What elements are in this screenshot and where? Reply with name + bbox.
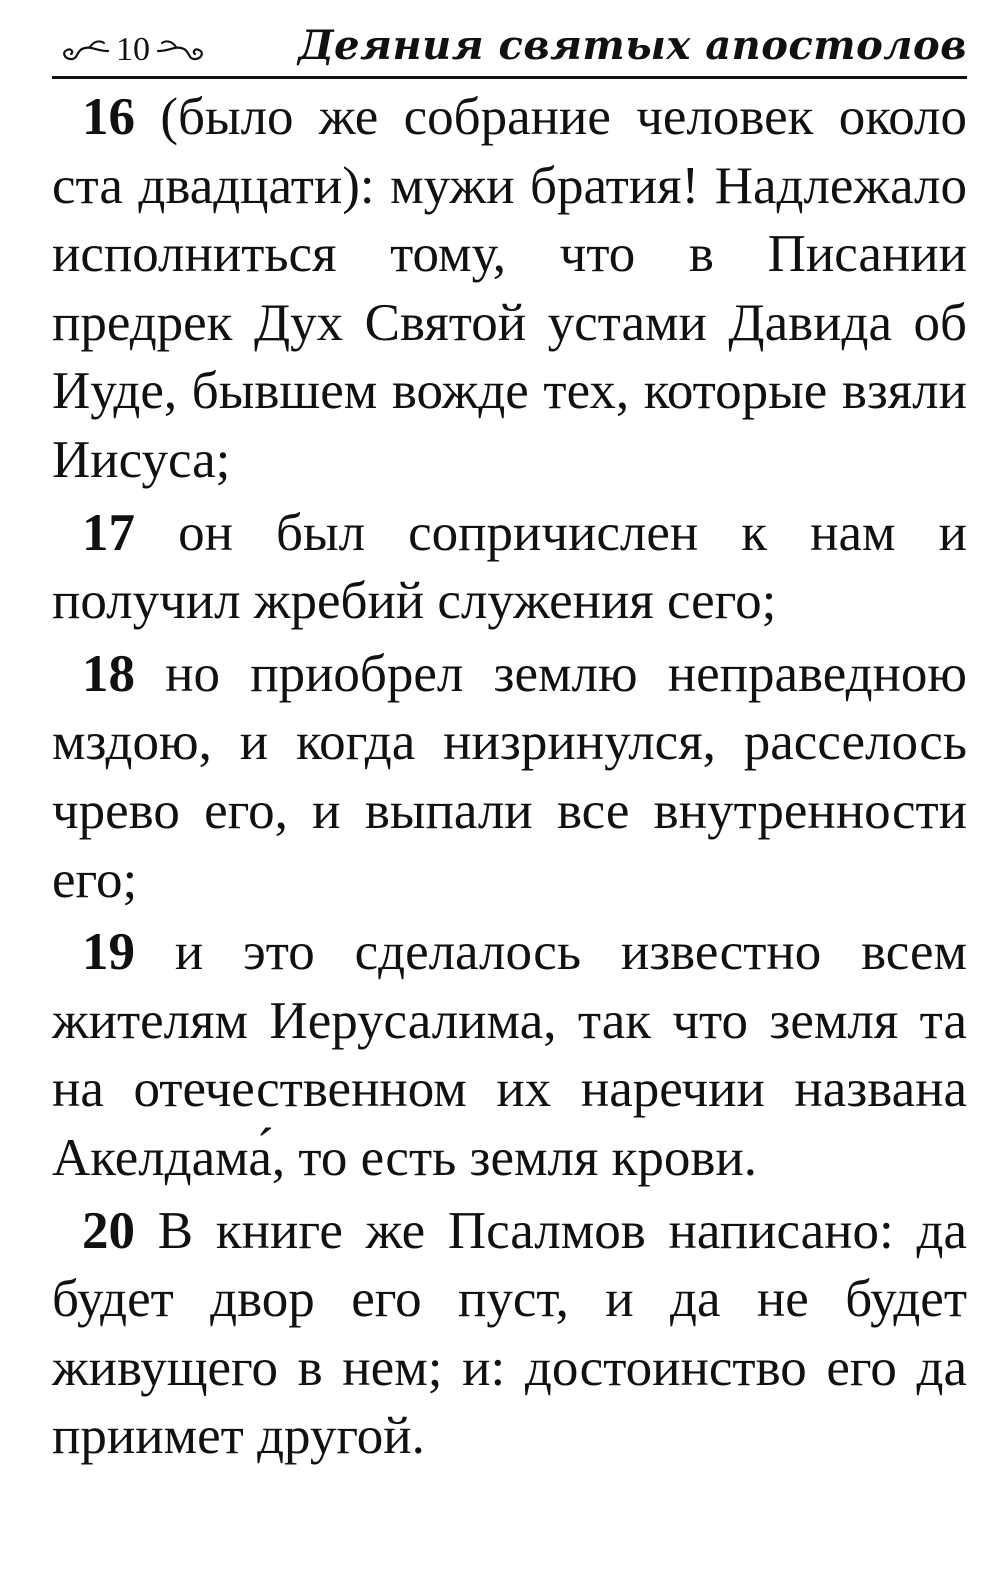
verse-text: он был сопричислен к нам и получил жребий служения сего; bbox=[52, 503, 967, 631]
book-page bbox=[52, 14, 967, 1475]
verse-text: (было же собрание человек около ста двадцати): мужи братия! Надлежало исполниться тому, что в Писании предрек Дух Святой устами Давида об Иуде, бывшем вожде тех, которые взяли Иисуса; bbox=[52, 88, 967, 489]
verse-text: В книге же Псалмов написано: да будет двор его пуст, и да не будет живущего в нем; и: достоинство его да приимет другой. bbox=[52, 1201, 967, 1466]
page-number: 10 bbox=[116, 31, 150, 68]
verse-number: 17 bbox=[82, 503, 135, 562]
running-head bbox=[52, 14, 967, 79]
right-flourish-icon bbox=[154, 35, 210, 65]
verse-text: и это сделалось известно всем жителям Иерусалима, так что земля та на отечественном их наречии названа Акелдама́, то есть земля крови. bbox=[52, 923, 968, 1187]
scripture-text bbox=[52, 83, 967, 1471]
verse-text: но приобрел землю неправедною мздою, и когда низринулся, расселось чрево его, и выпали все внутренности его; bbox=[52, 644, 967, 909]
page-number-group bbox=[56, 28, 210, 72]
verse-number: 19 bbox=[82, 923, 135, 982]
left-flourish-icon bbox=[56, 35, 112, 65]
verse-number: 16 bbox=[82, 88, 135, 146]
verse-number: 18 bbox=[82, 644, 135, 703]
verse-number: 20 bbox=[82, 1201, 135, 1260]
verse-17 bbox=[52, 499, 967, 636]
verse-18 bbox=[52, 640, 967, 914]
verse-16 bbox=[52, 83, 967, 495]
verse-20 bbox=[52, 1197, 967, 1471]
running-title: Деяния святых апостолов bbox=[298, 22, 967, 69]
verse-19 bbox=[52, 918, 967, 1192]
